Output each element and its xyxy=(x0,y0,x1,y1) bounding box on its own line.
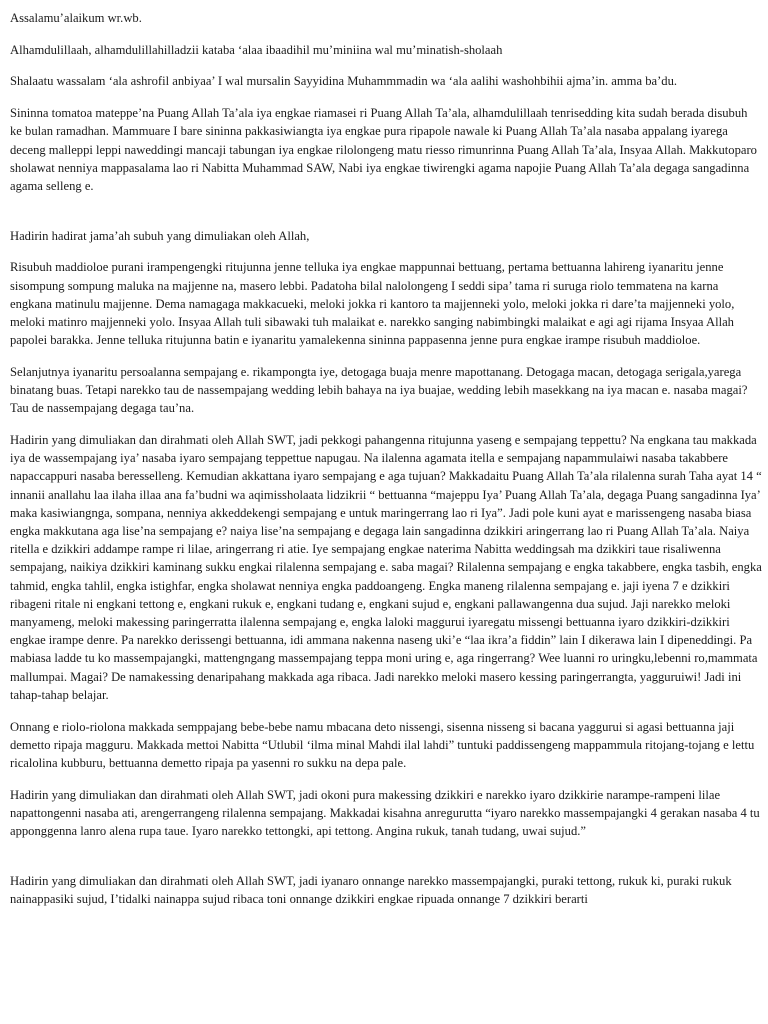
body-paragraph: Hadirin yang dimuliakan dan dirahmati oleh Allah SWT, jadi pekkogi pahangenna ritujunna yaseng e sempajang teppettu? Na engkana tau makkada iya de wassempajang iya’ nasaba iyaro sempajang teppettue napugau. Na ilalenna agamata itella e sempajang napammulaiwi nasaba takabbere napaccappuri nasaba beresselleng. Kemudian akkattana iyaro sempajang e aga tujuan? Makkadaitu Puang Allah Ta’ala rilalenna surah Taha ayat 14 “ innanii anallahu laa ilaha illaa ana fa’budni wa aqimissholaata lidzikrii “ bettuanna “majeppu Iya’ Puang Allah Ta’ala, degaga Puang sangadinna Iya’ maka kasiwiangnga, sompana, nenniya akkeddekengi sempajang e untuk maringerrang lao ri Iya”. Jadi pole kuni ayat e marissengeng nasaba biasa engka makkutana aga lise’na sempajang e? naiya lise’na sempajang e degaga lain sangadinna dzikkiri aringerrang lao ri Puang Allah Ta’ala. Naiya ritella e dzikkiri addampe rampe ri lilae, aringerrang ri atie. Iye sempajang engkae naterima Nabitta weddingsah ma dzikkiri taue risaliwenna sempajang, naikiya dzikkiri kaminang sukku engkai rilalenna sempajang e. saba magai? Rilalenna sempajang e engka takabbere, engka tasbih, engka tahmid, engka tahlil, engka istighfar, engka sholawat nenniya engka paddoangeng. Engka maneng rilalenna sempajang e. jaji iyena 7 e dzikkiri ribageni ritale ni engkani tettong e, engkani rukuk e, engkani tudang e, engkani sujud e, engkani pallawangenna dua sujud. Jaji narekko meloki manyameng, meloki makessing paringerratta ilalenna sempajang e, engka laloki maggurui iyaregatu missengi bettuanna iyaro dzikkiri-dzikkiri engkae irampe denre. Pa narekko derissengi bettuanna, idi ammana nakenna naseng uki’e “laa ikra’a fiddin” lain I dikerawa lain I dipeneddingi. Pa mabiasa ladde tu ko massempajangki, mattengngang massempajang teppa moni uring e, aga ringerrang? Wee luanni ro uringku,lebenni ro,mammata mallumpai. Magai? De namakessing denaripahang makkada aga ribaca. Jadi narekko meloki masero kessing paringerrangta, yagguruiwi! Jadi ini tahap-tahap belajar. xyxy=(10,432,762,702)
opening-praise: Alhamdulillaah, alhamdulillahilladzii kataba ‘alaa ibaadihil mu’miniina wal mu’minatish-sholaah xyxy=(10,42,503,57)
opening-salawat: Shalaatu wassalam ‘ala ashrofil anbiyaa’ I wal mursalin Sayyidina Muhammmadin wa ‘ala aalihi washohbihii ajma’in. amma ba’du. xyxy=(10,74,678,89)
greeting-line: Assalamu’alaikum wr.wb. xyxy=(10,11,142,25)
address-line: Hadirin hadirat jama’ah subuh yang dimuliakan oleh Allah, xyxy=(10,228,310,243)
body-paragraph: Hadirin yang dimuliakan dan dirahmati oleh Allah SWT, jadi okoni pura makessing dzikkiri e narekko iyaro dzikkirie narampe-rampeni lilae napattongenni nasaba ati, arengerrangeng rilalenna sempajang. Makkadai kisahna anregurutta “iyaro narekko massempajangki 4 gerakan nasaba 4 tu apponggenna lanro alena rupa taue. Iyaro narekko tettongki, api tettong. Angina rukuk, tanah tudang, uwai sujud.” xyxy=(10,787,760,839)
opening-paragraph: Sininna tomatoa mateppe’na Puang Allah Ta’ala iya engkae riamasei ri Puang Allah Ta’ala, alhamdulillaah tenrisedding kita sudah berada disubuh ke bulan ramadhan. Mammuare I bare sininna pakkasiwiangta iya engkae pura ripapole nawale ki Puang Allah Ta’ala nasaba appalang iyarega deceng malleppi leppi naweddingi mancaji tabungan iya engkae rilolongeng matu riesso rimunrinna Puang Allah Ta’ala, Insyaa Allah. Makkutoparo sholawat nenniya mappasalama lao ri Nabitta Muhammad SAW, Nabi iya engkae tiwirengki agama napojie Puang Allah Ta’ala degaga sangadinna agama selleng e. xyxy=(10,106,757,193)
document-page xyxy=(10,9,762,922)
body-paragraph: Onnang e riolo-riolona makkada semppajang bebe-bebe namu mbacana deto nissengi, sisenna nisseng si bacana yaggurui si agasi bettuanna jaji demetto ripaja magguru. Makkada mettoi Nabitta “Utlubil ‘ilma minal Mahdi ilal lahdi” tuntuki paddissengeng mappammula ritojang-tojang e lettu ricalolina kubburu, bettuanna demetto ripaja pa yasenni ro sukku na depa pale. xyxy=(10,719,755,770)
body-paragraph: Hadirin yang dimuliakan dan dirahmati oleh Allah SWT, jadi iyanaro onnange narekko massempajangki, puraki tettong, rukuk ki, puraki rukuk nainappasiki sujud, I’tidalki nainappa sujud ribaca toni onnange dzikkiri engkae ripuada onnange 7 dzikkiri berarti xyxy=(10,873,732,906)
body-paragraph: Risubuh maddioloe purani irampengengki ritujunna jenne telluka iya engkae mappunnai bettuang, pertama bettuanna lahireng iyanaritu jenne sisompung sompung maluka na majjenne na, masero lebbi. Padatoha bilal nalolongeng I seddi sipa’ tama ri suruga riolo temmatena na karna engkana matinulu majjenne. Dema namagaga makkacueki, meloki jokka ri kantoro ta majjenneki yolo, meloki jokka ri dare’ta majjenneki yolo, meloki matinro majjenneki yolo. Insyaa Allah tuli sibawaki tuh malaikat e. narekko sanging nabimbingki malaikat e agi agi rijama Insyaa Allah papolei barakka. Jenne telluka ritujunna batin e iyanaritu yamalekenna sininna pappasenna jenne pura engkae irampe risubuh maddioloe. xyxy=(10,260,735,348)
section-spacer xyxy=(10,854,762,872)
section-spacer xyxy=(10,209,762,227)
body-paragraph: Selanjutnya iyanaritu persoalanna sempajang e. rikampongta iye, detogaga buaja menre mapottanang. Detogaga macan, detogaga serigala,yarega binatang buas. Tetapi narekko tau de nassempajang wedding lebih bahaya na iya buajae, wedding lebih masekkang na iya macan e. nasaba magai? Tau de nassempajang degaga tau’na. xyxy=(10,364,748,416)
